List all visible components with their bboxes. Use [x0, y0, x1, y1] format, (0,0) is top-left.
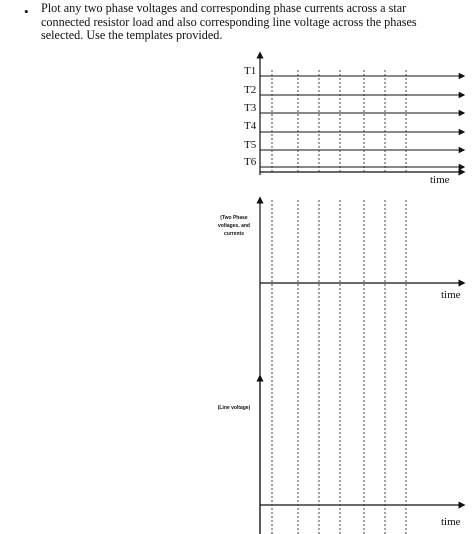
question-line: Plot any two phase voltages and corresponding phase currents across a star	[41, 1, 407, 15]
question-line: connected resistor load and also corresponding line voltage across the phases	[41, 14, 417, 29]
gate-label: T6	[244, 156, 257, 168]
line-voltage-ylabel: (Line voltage)	[217, 405, 251, 411]
gate-label: T4	[244, 120, 257, 132]
gate-label: T1	[244, 65, 257, 77]
phase-ylabel-line: voltages, and	[218, 223, 250, 229]
time-axis-label: time	[441, 289, 461, 301]
reference-dashed-lines	[272, 200, 406, 534]
time-axis-label: time	[441, 516, 461, 528]
phase-ylabel-line: (Two Phase	[220, 215, 248, 221]
gate-label: T3	[244, 102, 257, 114]
gate-label: T5	[244, 139, 257, 151]
phase-ylabel-line: currents	[223, 231, 245, 237]
gate-signal-template	[244, 55, 462, 186]
bullet: •	[24, 4, 29, 19]
question-line: selected. Use the templates provided.	[41, 28, 223, 43]
time-axis-label: time	[430, 174, 450, 186]
gate-label: T2	[244, 84, 257, 96]
phase-waveform-template	[218, 200, 462, 534]
